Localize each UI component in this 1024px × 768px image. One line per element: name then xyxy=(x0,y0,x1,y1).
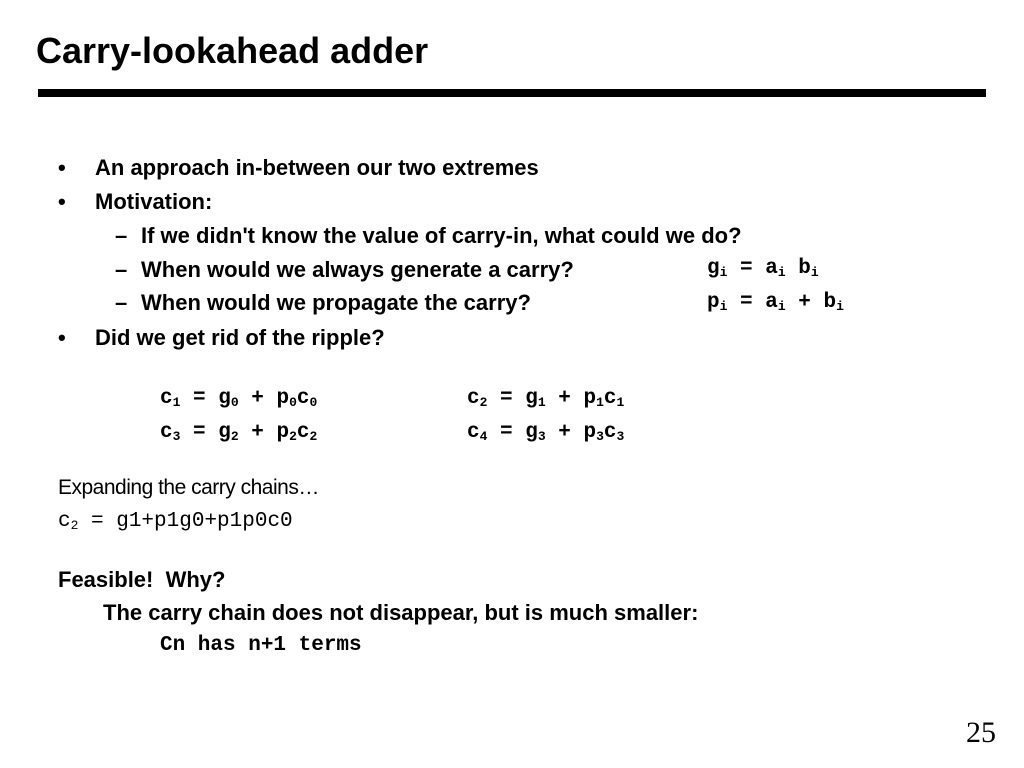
feasible-terms: Cn has n+1 terms xyxy=(160,634,362,657)
bullet-text-approach: An approach in-between our two extremes xyxy=(95,155,539,180)
generate-formula: $g_i = a_i$ $b_i$ xyxy=(707,257,819,280)
bullet-marker: • xyxy=(58,155,66,180)
carry-equation-c1: $c_1 = g_0 + p_0c_0$ xyxy=(160,387,318,410)
slide-title: Carry-lookahead adder xyxy=(36,30,429,71)
feasible-heading: Feasible! Why? xyxy=(58,567,226,592)
carry-equation-c3: $c_3 = g_2 + p_2c_2$ xyxy=(160,421,318,444)
dash-marker: – xyxy=(115,223,128,248)
bullet-text-ripple: Did we get rid of the ripple? xyxy=(95,325,385,350)
bullet-text-motivation: Motivation: xyxy=(95,189,213,214)
carry-equation-c2: $c_2 = g_1 + p_1c_1$ xyxy=(467,387,625,410)
expanding-heading: Expanding the carry chains… xyxy=(58,476,319,499)
title-divider xyxy=(38,89,986,97)
dash-marker: – xyxy=(115,257,128,282)
dash-marker: – xyxy=(115,290,128,315)
bullet-marker: • xyxy=(58,189,66,214)
expanded-c2-equation: $c_2 = g1+p1g0+p1p0c0$ xyxy=(58,510,293,533)
subbullet-carry-in: If we didn't know the value of carry-in, what could we do? xyxy=(141,223,742,248)
propagate-formula: $p_i = a_i + b_i$ xyxy=(707,291,844,314)
page-number: 25 xyxy=(966,716,996,749)
subbullet-generate: When would we always generate a carry? xyxy=(141,257,574,282)
feasible-explanation: The carry chain does not disappear, but is much smaller: xyxy=(103,600,699,625)
bullet-marker: • xyxy=(58,325,66,350)
subbullet-propagate: When would we propagate the carry? xyxy=(141,290,531,315)
carry-equation-c4: $c_4 = g_3 + p_3c_3$ xyxy=(467,421,625,444)
